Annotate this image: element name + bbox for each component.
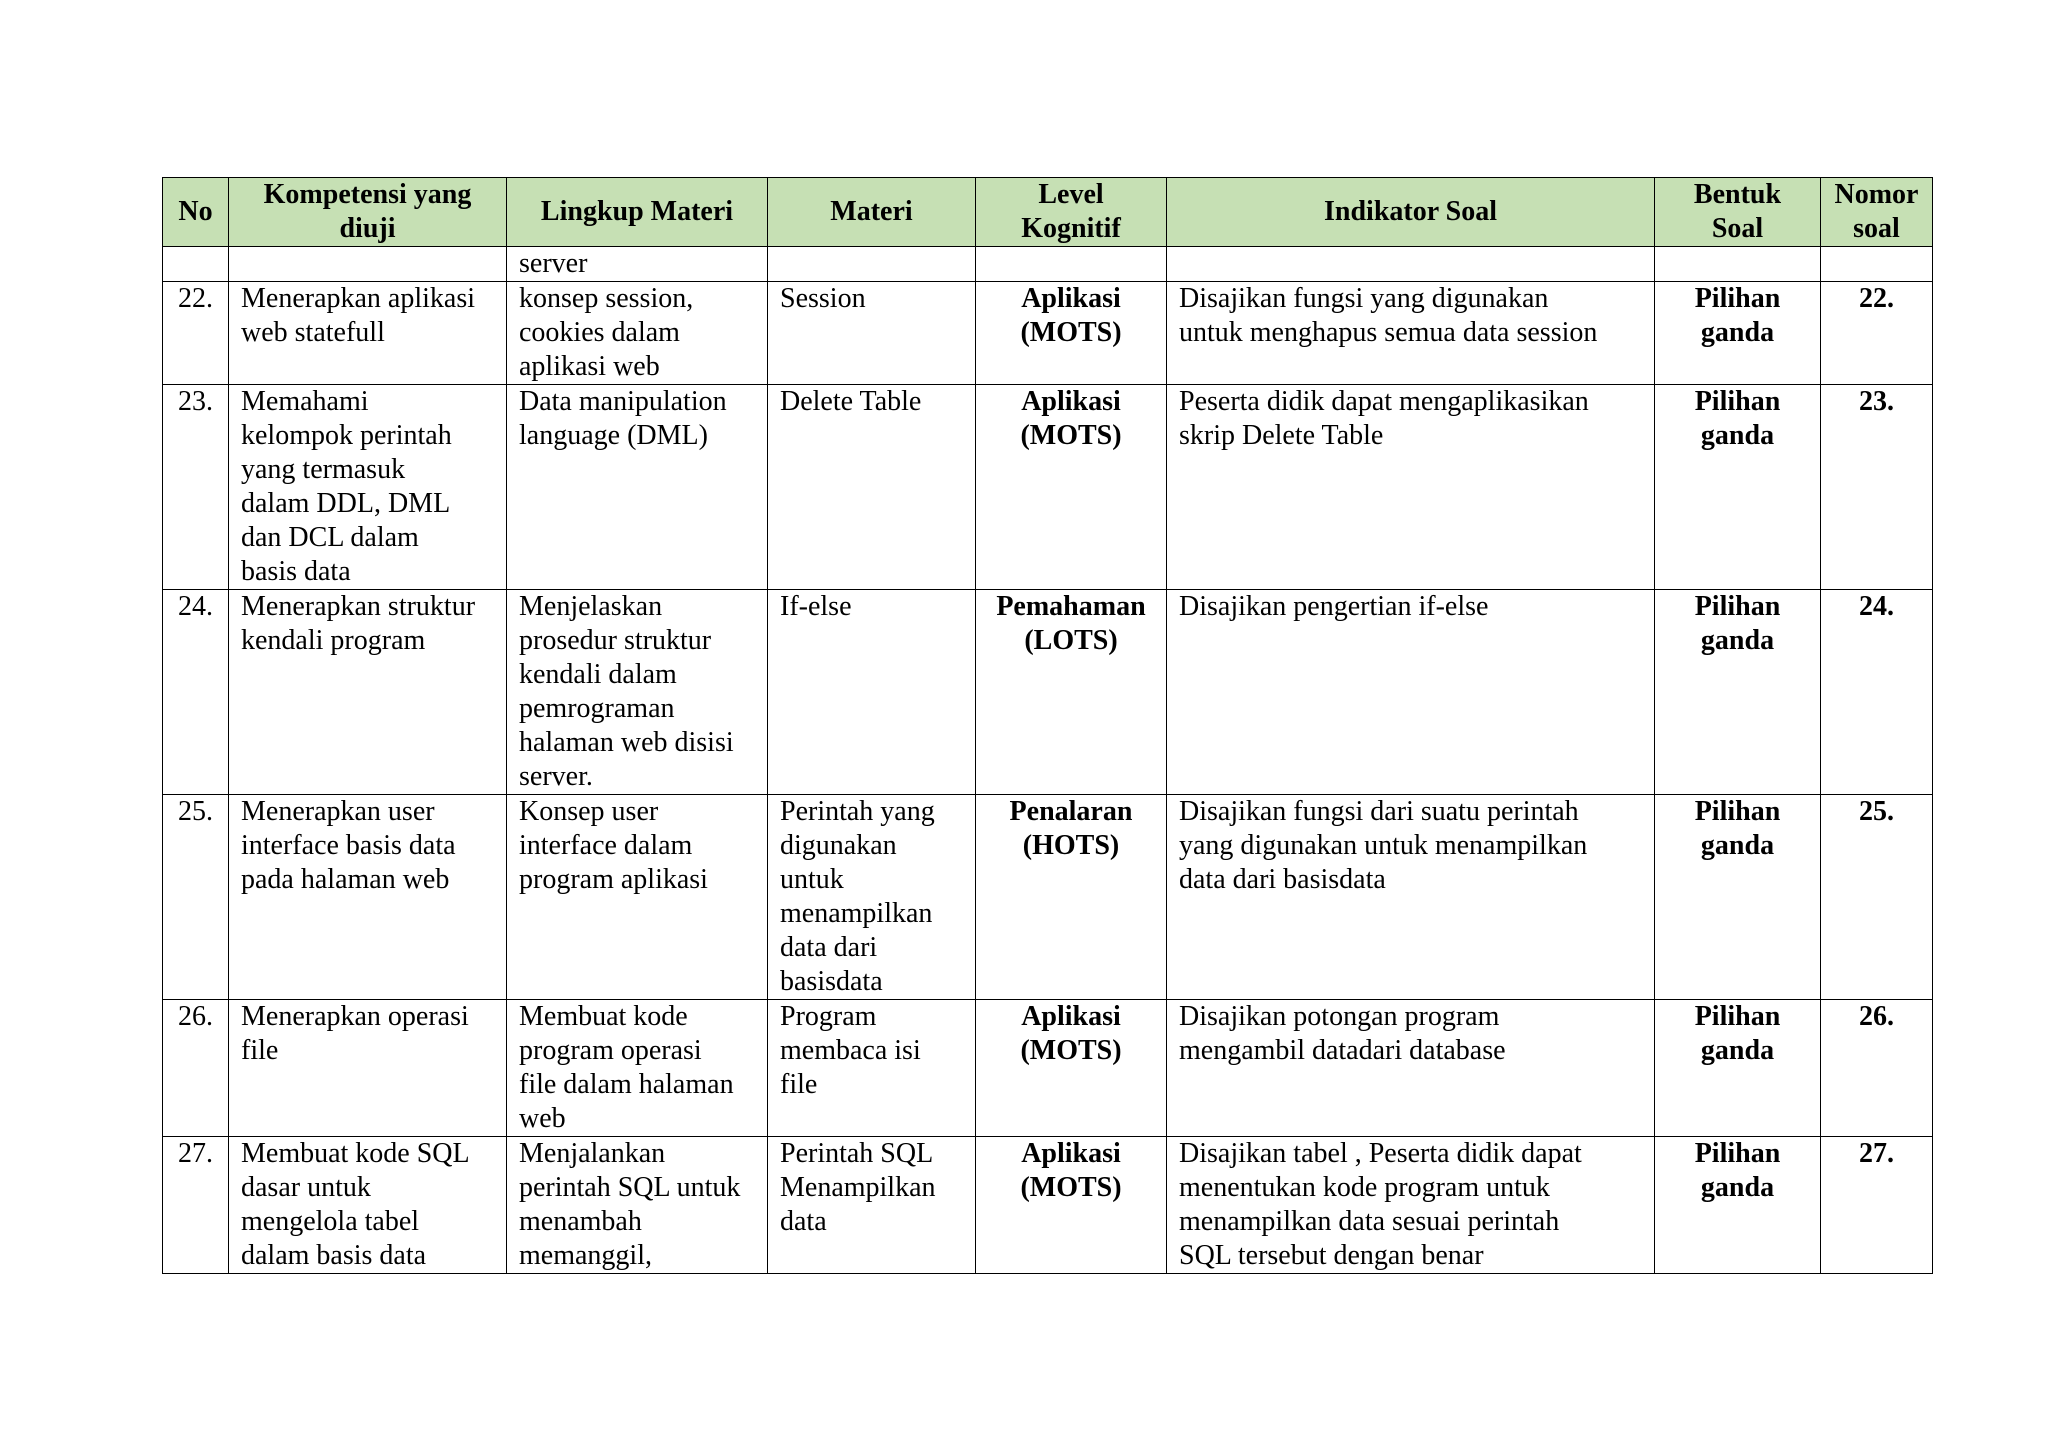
- cell-level-kognitif: [976, 1000, 1167, 1137]
- cell-kompetensi-line: Menerapkan user: [241, 796, 435, 827]
- cell-lingkup-line: Menjalankan: [519, 1138, 666, 1169]
- cell-level-kognitif-line: (MOTS): [1020, 1172, 1122, 1203]
- cell-materi-line: If-else: [780, 591, 852, 622]
- cell-kompetensi: [229, 1137, 507, 1274]
- cell-bentuk: [1655, 247, 1821, 282]
- cell-bentuk-soal-line: ganda: [1700, 830, 1775, 861]
- cell-indikator: [1167, 282, 1655, 385]
- cell-no: [163, 590, 229, 795]
- cell-materi: [768, 282, 976, 385]
- cell-bentuk-soal-line: Pilihan: [1694, 1138, 1781, 1169]
- header-indikator-soal: Indikator Soal: [1167, 178, 1655, 247]
- cell-materi-line: Perintah SQL: [780, 1138, 934, 1169]
- header-lingkup-materi: Lingkup Materi: [507, 178, 768, 247]
- cell-indikator-line: menentukan kode program untuk: [1179, 1172, 1550, 1203]
- cell-materi: [768, 385, 976, 590]
- cell-level: [976, 247, 1167, 282]
- cell-kompetensi-line: dalam DDL, DML: [241, 488, 451, 519]
- cell-nomor-soal: [1821, 1000, 1933, 1137]
- cell-indikator-line: Disajikan potongan program: [1179, 1001, 1500, 1032]
- cell-bentuk-soal-line: Pilihan: [1694, 283, 1781, 314]
- cell-level-kognitif-line: (HOTS): [1022, 830, 1120, 861]
- cell-nomor-soal-text: 25.: [1859, 796, 1894, 827]
- cell-lingkup-line: Menjelaskan: [519, 591, 663, 622]
- cell-materi-line: Menampilkan: [780, 1172, 936, 1203]
- cell-bentuk-soal-line: ganda: [1700, 1172, 1775, 1203]
- cell-no: [163, 795, 229, 1000]
- cell-bentuk-soal: [1655, 1137, 1821, 1274]
- cell-lingkup-line: program aplikasi: [519, 864, 708, 895]
- cell-bentuk-soal-line: ganda: [1700, 625, 1775, 656]
- cell-materi-line: untuk: [780, 864, 844, 895]
- cell-bentuk-soal: [1655, 795, 1821, 1000]
- cell-indikator: [1167, 1000, 1655, 1137]
- cell-kompetensi-line: Menerapkan aplikasi: [241, 283, 476, 314]
- cell-kompetensi-line: mengelola tabel: [241, 1206, 420, 1237]
- cell-materi-line: Session: [780, 283, 866, 314]
- cell-no: [163, 1000, 229, 1137]
- cell-no: [163, 247, 229, 282]
- cell-lingkup-line: Data manipulation: [519, 386, 727, 417]
- cell-nomor-soal-text: 23.: [1859, 386, 1894, 417]
- cell-level-kognitif-line: Penalaran: [1009, 796, 1133, 827]
- cell-level-kognitif-line: Aplikasi: [1021, 283, 1121, 314]
- cell-materi-line: basisdata: [780, 966, 883, 997]
- cell-kompetensi-line: file: [241, 1035, 279, 1066]
- cell-materi-line: Perintah yang: [780, 796, 935, 827]
- cell-lingkup: [507, 282, 768, 385]
- cell-lingkup-line: program operasi: [519, 1035, 702, 1066]
- cell-level-kognitif: [976, 590, 1167, 795]
- table-row: [163, 590, 1933, 795]
- cell-kompetensi-line: yang termasuk: [241, 454, 406, 485]
- cell-nomor-soal: [1821, 385, 1933, 590]
- cell-level-kognitif-line: Aplikasi: [1021, 1001, 1121, 1032]
- cell-no-text: 27.: [178, 1138, 213, 1169]
- cell-no: [163, 1137, 229, 1274]
- table-body: [163, 247, 1933, 1274]
- cell-lingkup: [507, 385, 768, 590]
- cell-lingkup-line: perintah SQL untuk: [519, 1172, 741, 1203]
- cell-kompetensi-line: dasar untuk: [241, 1172, 371, 1203]
- cell-kompetensi: [229, 247, 507, 282]
- cell-lingkup-line: halaman web disisi: [519, 727, 734, 758]
- cell-lingkup-line: file dalam halaman: [519, 1069, 734, 1100]
- cell-lingkup-line: interface dalam: [519, 830, 693, 861]
- cell-kompetensi: [229, 1000, 507, 1137]
- cell-materi: [768, 1137, 976, 1274]
- cell-lingkup-line: menambah: [519, 1206, 642, 1237]
- cell-bentuk-soal-line: Pilihan: [1694, 1001, 1781, 1032]
- cell-bentuk-soal-line: ganda: [1700, 317, 1775, 348]
- cell-lingkup-line: server.: [519, 761, 593, 792]
- cell-kompetensi-line: dan DCL dalam: [241, 522, 419, 553]
- cell-kompetensi-line: kelompok perintah: [241, 420, 452, 451]
- cell-kompetensi-line: pada halaman web: [241, 864, 450, 895]
- cell-level-kognitif: [976, 1137, 1167, 1274]
- cell-materi: [768, 1000, 976, 1137]
- cell-indikator-line: Peserta didik dapat mengaplikasikan: [1179, 386, 1589, 417]
- cell-level-kognitif-line: (MOTS): [1020, 1035, 1122, 1066]
- cell-no-text: 24.: [178, 591, 213, 622]
- cell-kompetensi: [229, 795, 507, 1000]
- cell-no-text: 23.: [178, 386, 213, 417]
- cell-kompetensi-line: kendali program: [241, 625, 426, 656]
- cell-kompetensi-line: Memahami: [241, 386, 369, 417]
- cell-kompetensi-line: web statefull: [241, 317, 385, 348]
- cell-lingkup: [507, 1000, 768, 1137]
- cell-indikator-line: skrip Delete Table: [1179, 420, 1384, 451]
- table-row: [163, 795, 1933, 1000]
- cell-materi-line: membaca isi: [780, 1035, 921, 1066]
- cell-lingkup-line: aplikasi web: [519, 351, 660, 382]
- question-grid-table: [162, 177, 1933, 1274]
- cell-nomor-soal-text: 26.: [1859, 1001, 1894, 1032]
- cell-indikator: [1167, 247, 1655, 282]
- cell-lingkup-line: web: [519, 1103, 566, 1134]
- cell-indikator-line: yang digunakan untuk menampilkan: [1179, 830, 1588, 861]
- cell-bentuk-soal-line: ganda: [1700, 420, 1775, 451]
- cell-no-text: 26.: [178, 1001, 213, 1032]
- cell-lingkup-line: memanggil,: [519, 1240, 652, 1271]
- cell-materi-line: Delete Table: [780, 386, 922, 417]
- cell-indikator-line: menampilkan data sesuai perintah: [1179, 1206, 1560, 1237]
- cell-level-kognitif-line: Aplikasi: [1021, 386, 1121, 417]
- cell-materi-line: digunakan: [780, 830, 897, 861]
- cell-kompetensi-line: Menerapkan struktur: [241, 591, 476, 622]
- cell-lingkup: [507, 1137, 768, 1274]
- cell-materi: [768, 590, 976, 795]
- cell-nomor: [1821, 247, 1933, 282]
- cell-indikator-line: SQL tersebut dengan benar: [1179, 1240, 1484, 1271]
- cell-lingkup-line: cookies dalam: [519, 317, 680, 348]
- cell-lingkup: server: [507, 247, 768, 282]
- cell-kompetensi-line: basis data: [241, 556, 351, 587]
- cell-bentuk-soal: [1655, 1000, 1821, 1137]
- cell-level-kognitif-line: (MOTS): [1020, 420, 1122, 451]
- cell-lingkup-line: konsep session,: [519, 283, 694, 314]
- cell-kompetensi: [229, 385, 507, 590]
- cell-level-kognitif: [976, 385, 1167, 590]
- cell-indikator-line: untuk menghapus semua data session: [1179, 317, 1598, 348]
- cell-level-kognitif-line: Pemahaman: [996, 591, 1146, 622]
- cell-materi: [768, 795, 976, 1000]
- cell-level-kognitif-line: Aplikasi: [1021, 1138, 1121, 1169]
- cell-indikator: [1167, 795, 1655, 1000]
- cell-nomor-soal-text: 22.: [1859, 283, 1894, 314]
- cell-indikator-line: Disajikan tabel , Peserta didik dapat: [1179, 1138, 1582, 1169]
- cell-lingkup-line: Konsep user: [519, 796, 659, 827]
- cell-indikator-line: Disajikan pengertian if-else: [1179, 591, 1489, 622]
- table-header-row: [163, 178, 1933, 247]
- cell-bentuk-soal-line: Pilihan: [1694, 591, 1781, 622]
- cell-nomor-soal: [1821, 1137, 1933, 1274]
- cell-kompetensi-line: interface basis data: [241, 830, 456, 861]
- cell-level-kognitif: [976, 795, 1167, 1000]
- cell-kompetensi-line: dalam basis data: [241, 1240, 427, 1271]
- header-kompetensi: Kompetensi yang diuji: [229, 178, 507, 247]
- cell-nomor-soal-text: 27.: [1859, 1138, 1894, 1169]
- cell-level-kognitif: [976, 282, 1167, 385]
- cell-kompetensi-line: Menerapkan operasi: [241, 1001, 469, 1032]
- continuation-row: [163, 247, 1933, 282]
- cell-nomor-soal: [1821, 795, 1933, 1000]
- cell-indikator: [1167, 590, 1655, 795]
- cell-no: [163, 282, 229, 385]
- header-level-kognitif: Level Kognitif: [976, 178, 1167, 247]
- cell-materi-line: data: [780, 1206, 827, 1237]
- table-row: [163, 1000, 1933, 1137]
- cell-bentuk-soal: [1655, 385, 1821, 590]
- table-row: [163, 1137, 1933, 1274]
- cell-materi: [768, 247, 976, 282]
- cell-indikator-line: data dari basisdata: [1179, 864, 1386, 895]
- header-nomor-soal: Nomor soal: [1821, 178, 1933, 247]
- cell-kompetensi: [229, 590, 507, 795]
- header-materi: Materi: [768, 178, 976, 247]
- cell-indikator: [1167, 1137, 1655, 1274]
- table-row: [163, 385, 1933, 590]
- cell-no: [163, 385, 229, 590]
- cell-nomor-soal: [1821, 590, 1933, 795]
- cell-lingkup: [507, 590, 768, 795]
- cell-bentuk-soal-line: ganda: [1700, 1035, 1775, 1066]
- table-row: [163, 282, 1933, 385]
- cell-level-kognitif-line: (LOTS): [1024, 625, 1118, 656]
- cell-level-kognitif-line: (MOTS): [1020, 317, 1122, 348]
- cell-indikator-line: Disajikan fungsi yang digunakan: [1179, 283, 1549, 314]
- cell-indikator-line: Disajikan fungsi dari suatu perintah: [1179, 796, 1579, 827]
- cell-lingkup-line: Membuat kode: [519, 1001, 688, 1032]
- cell-bentuk-soal: [1655, 282, 1821, 385]
- cell-lingkup-line: prosedur struktur: [519, 625, 712, 656]
- cell-nomor-soal: [1821, 282, 1933, 385]
- header-bentuk-soal: Bentuk Soal: [1655, 178, 1821, 247]
- cell-indikator-line: mengambil datadari database: [1179, 1035, 1506, 1066]
- cell-materi-line: menampilkan: [780, 898, 933, 929]
- cell-kompetensi-line: Membuat kode SQL: [241, 1138, 470, 1169]
- cell-no-text: 25.: [178, 796, 213, 827]
- cell-bentuk-soal-line: Pilihan: [1694, 796, 1781, 827]
- cell-lingkup: [507, 795, 768, 1000]
- cell-materi-line: file: [780, 1069, 818, 1100]
- cell-lingkup-line: language (DML): [519, 420, 708, 451]
- header-no: No: [163, 178, 229, 247]
- cell-kompetensi: [229, 282, 507, 385]
- cell-nomor-soal-text: 24.: [1859, 591, 1894, 622]
- cell-no-text: 22.: [178, 283, 213, 314]
- cell-indikator: [1167, 385, 1655, 590]
- cell-lingkup-line: pemrograman: [519, 693, 675, 724]
- cell-bentuk-soal: [1655, 590, 1821, 795]
- cell-materi-line: data dari: [780, 932, 878, 963]
- cell-lingkup-line: kendali dalam: [519, 659, 677, 690]
- cell-bentuk-soal-line: Pilihan: [1694, 386, 1781, 417]
- cell-materi-line: Program: [780, 1001, 877, 1032]
